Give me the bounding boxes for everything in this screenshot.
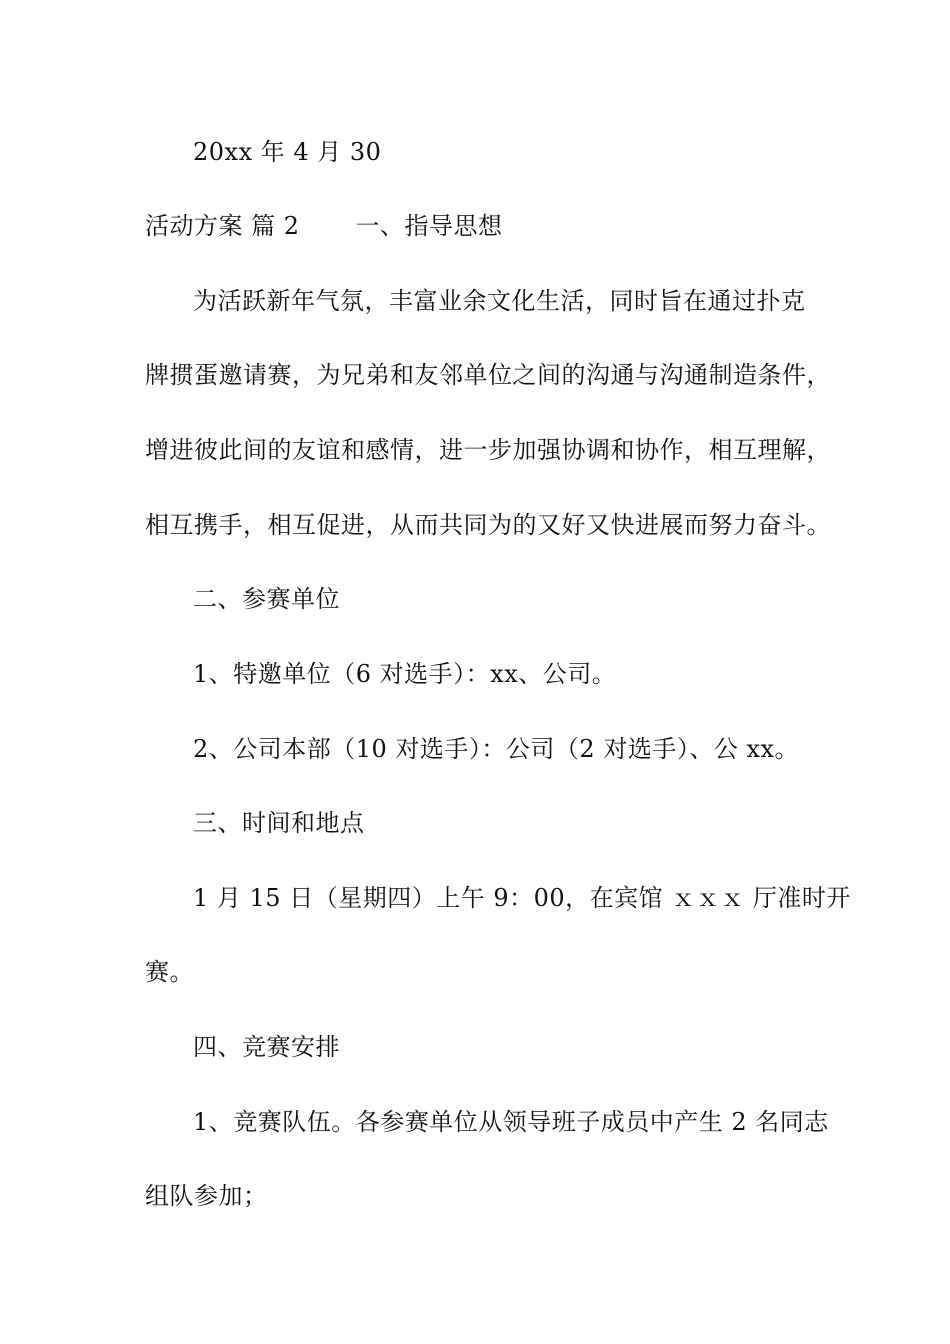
heading-time-place: 三、时间和地点 [193, 809, 365, 837]
paragraph-line: 增进彼此间的友谊和感情，进一步加强协调和协作，相互理解， [145, 436, 831, 464]
heading-competition: 四、竞赛安排 [193, 1033, 340, 1061]
paragraph-line: 为活跃新年气氛，丰富业余文化生活，同时旨在通过扑克 [193, 287, 806, 315]
date-line: 20xx 年 4 月 30 [193, 138, 382, 166]
paragraph-line: 组队参加； [145, 1182, 268, 1210]
list-item: 1、特邀单位（6 对选手）：xx、公司。 [193, 660, 617, 688]
paragraph-line: 牌掼蛋邀请赛，为兄弟和友邻单位之间的沟通与沟通制造条件， [145, 361, 831, 389]
section-title-line [145, 210, 825, 242]
heading-participants: 二、参赛单位 [193, 585, 340, 613]
list-item: 1、竞赛队伍。各参赛单位从领导班子成员中产生 2 名同志 [193, 1108, 829, 1136]
paragraph-line: 赛。 [145, 958, 194, 986]
paragraph-line: 相互携手，相互促进，从而共同为的又好又快进展而努力奋斗。 [145, 511, 831, 539]
heading-guiding-ideology: 一、指导思想 [355, 212, 503, 240]
paragraph-line: 1 月 15 日（星期四）上午 9：00，在宾馆 ｘｘｘ 厅准时开 [193, 884, 851, 912]
list-item: 2、公司本部（10 对选手）：公司（2 对选手）、公 xx。 [193, 735, 800, 763]
plan-title: 活动方案 篇 2 [145, 212, 300, 240]
